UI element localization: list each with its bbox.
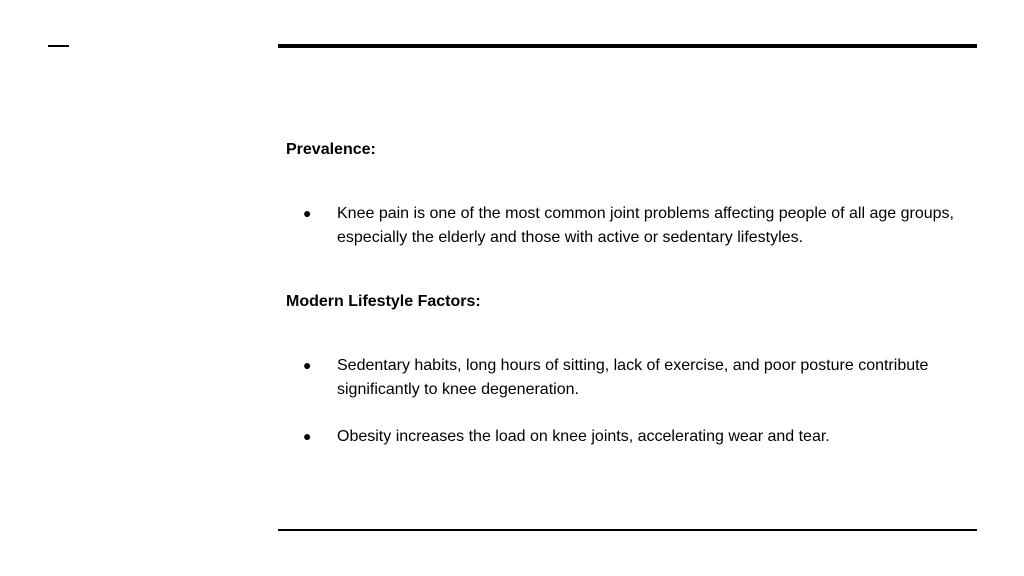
bullet-item xyxy=(303,425,973,449)
bullet-dot-icon: ● xyxy=(303,205,312,221)
top-divider xyxy=(278,44,977,48)
bullet-text: Obesity increases the load on knee joints, accelerating wear and tear. xyxy=(337,428,830,445)
bullet-item xyxy=(303,202,973,249)
bullet-dot-icon: ● xyxy=(303,357,312,373)
corner-dash-decoration xyxy=(48,45,69,47)
bullet-text: Sedentary habits, long hours of sitting, lack of exercise, and poor posture contribute significantly to knee degeneration. xyxy=(337,357,929,398)
section-heading-lifestyle-factors: Modern Lifestyle Factors: xyxy=(286,293,481,310)
bottom-divider xyxy=(278,529,977,531)
bullet-text: Knee pain is one of the most common joint problems affecting people of all age groups, especially the elderly and those with active or sedentary lifestyles. xyxy=(337,205,954,246)
bullet-dot-icon: ● xyxy=(303,428,312,444)
section-heading-prevalence: Prevalence: xyxy=(286,141,376,158)
bullet-item xyxy=(303,354,973,401)
